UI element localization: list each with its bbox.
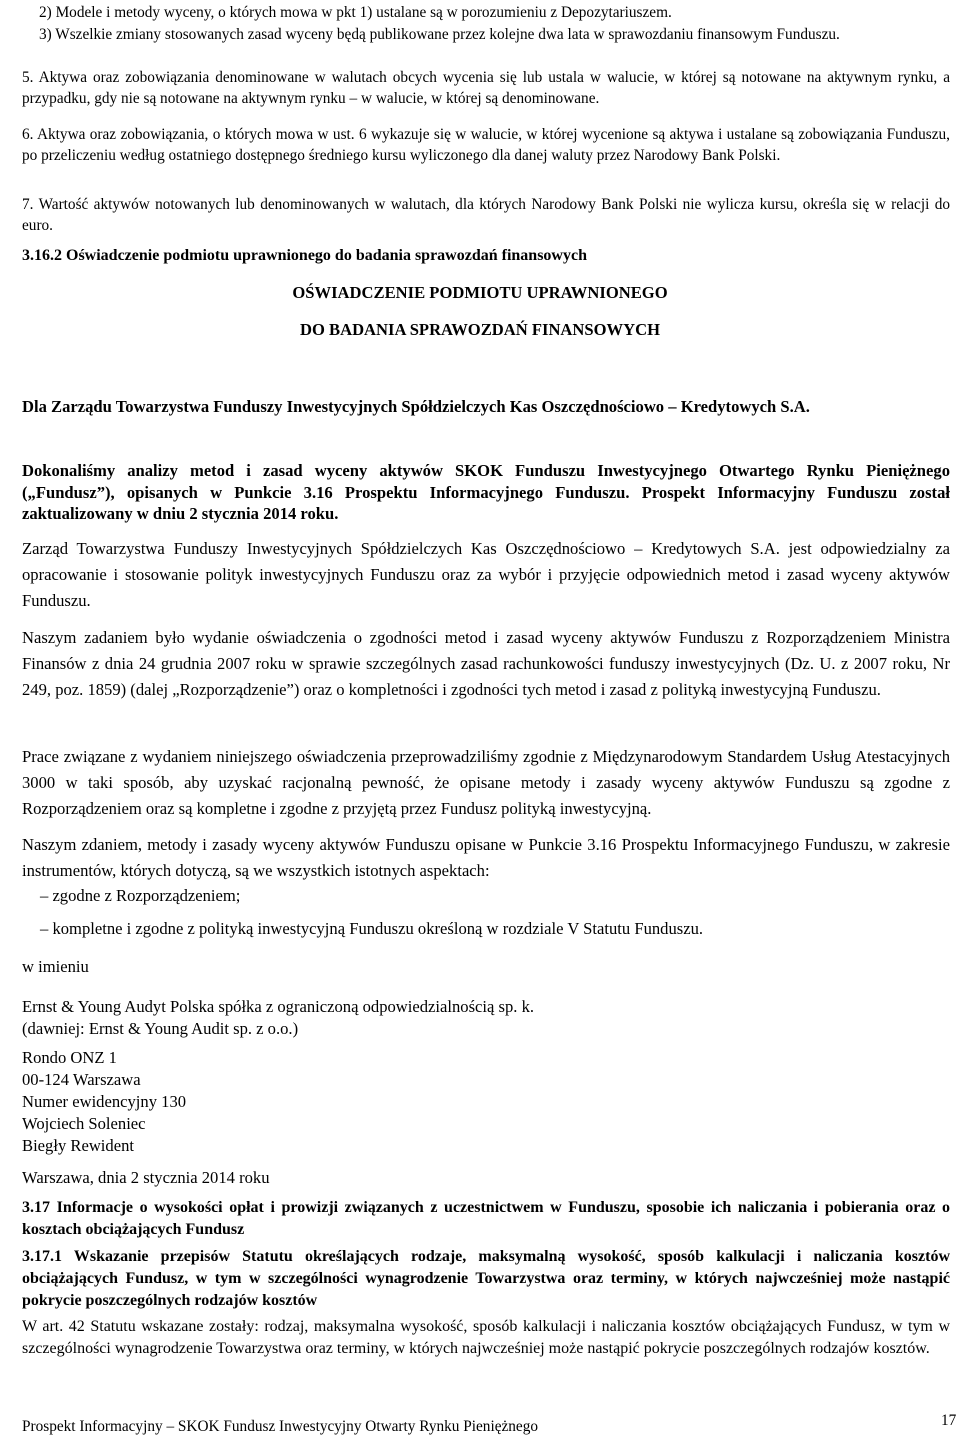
auditor-name: Ernst & Young Audyt Polska spółka z ograniczoną odpowiedzialnością sp. k.: [22, 997, 535, 1016]
bullet-complete: – kompletne i zgodne z polityką inwestycyjną Funduszu określoną w rozdziale V Statutu Funduszu.: [40, 919, 704, 938]
list-item-3: 3) Wszelkie zmiany stosowanych zasad wyceny będą publikowane przez kolejne dwa lata w sprawozdaniu finansowym Funduszu.: [39, 26, 840, 43]
signatory-name: Wojciech Soleniec: [22, 1114, 146, 1133]
point-5: 5. Aktywa oraz zobowiązania denominowane w walutach obcych wycenia się lub ustala w walucie, w której są notowane na aktywnym rynku, a przypadku, gdy nie są notowane na aktywnym rynku – w walucie, w której są denominowane.: [22, 69, 950, 107]
section-heading-3-17: 3.17 Informacje o wysokości opłat i prowizji związanych z uczestnictwem w Funduszu, sposobie ich naliczania i pobierania oraz o kosztach obciążających Fundusz: [22, 1199, 950, 1238]
auditor-address: [22, 1047, 186, 1157]
auditor-block: [22, 996, 534, 1040]
section-heading-3-17-1: 3.17.1 Wskazanie przepisów Statutu określających rodzaje, maksymalną wysokość, sposób kalkulacji i naliczania kosztów obciążających Fundusz, w tym w szczególności wynagrodzenie Towarzystwa oraz terminy, w których najwcześniej może nastąpić pokrycie poszczególnych rodzajów kosztów: [22, 1248, 950, 1309]
address-line-2: 00-124 Warszawa: [22, 1070, 141, 1089]
section-heading-3-16-2: 3.16.2 Oświadczenie podmiotu uprawnionego do badania sprawozdań finansowych: [22, 247, 587, 264]
page-number: 17: [941, 1412, 957, 1429]
statement-para-3: Naszym zadaniem było wydanie oświadczenia o zgodności metod i zasad wyceny aktywów Funduszu z Rozporządzeniem Ministra Finansów z dnia 24 grudnia 2007 roku w sprawie szczególnych zasad rachunkowości funduszy inwestycyjnych (Dz. U. z 2007 roku, Nr 249, poz. 1859) (dalej „Rozporządzenie”) oraz o kompletności i zgodności tych metod i zasad z polityką inwestycyjną Funduszu.: [22, 628, 950, 699]
statement-title-line1: OŚWIADCZENIE PODMIOTU UPRAWNIONEGO: [292, 283, 668, 302]
statement-para-4: Prace związane z wydaniem niniejszego oświadczenia przeprowadziliśmy zgodnie z Międzynarodowym Standardem Usług Atestacyjnych 3000 w taki sposób, aby uzyskać racjonalną pewność, że opisane metody i zasady wyceny aktywów Funduszu są zgodne z Rozporządzeniem oraz są kompletne i zgodne z przyjętą przez Fundusz polityką inwestycyjną.: [22, 747, 950, 818]
statement-title-line2: DO BADANIA SPRAWOZDAŃ FINANSOWYCH: [299, 320, 661, 339]
list-item-2: 2) Modele i metody wyceny, o których mowa w pkt 1) ustalane są w porozumieniu z Depozytariuszem.: [39, 4, 672, 21]
point-6: 6. Aktywa oraz zobowiązania, o których mowa w ust. 6 wykazuje się w walucie, w której wycenione są aktywa i ustalane są zobowiązania Funduszu, po przeliczeniu według ostatniego dostępnego średniego kursu wyliczonego dla danej waluty przez Narodowy Bank Polski.: [22, 126, 950, 164]
section-3-17-1-text: W art. 42 Statutu wskazane zostały: rodzaj, maksymalna wysokość, sposób kalkulacji i naliczania kosztów obciążających Fundusz, w tym w szczególności wynagrodzenie Towarzystwa oraz terminy, w których najwcześniej może nastąpić pokrycie poszczególnych rodzajów kosztów.: [22, 1318, 950, 1357]
statement-para-5: Naszym zdaniem, metody i zasady wyceny aktywów Funduszu opisane w Punkcie 3.16 Prospektu Informacyjnego Funduszu, w zakresie instrumentów, których dotyczą, są we wszystkich istotnych aspektach:: [22, 835, 950, 880]
point-7: 7. Wartość aktywów notowanych lub denominowanych w walutach, dla których Narodowy Bank Polski nie wylicza kursu, określa się w relacji do euro.: [22, 196, 950, 234]
bullet-compliant: – zgodne z Rozporządzeniem;: [40, 886, 241, 905]
on-behalf-label: w imieniu: [22, 957, 89, 976]
statement-addressee: Dla Zarządu Towarzystwa Funduszy Inwestycyjnych Spółdzielczych Kas Oszczędnościowo – Kredytowych S.A.: [22, 397, 810, 416]
statement-para-2: Zarząd Towarzystwa Funduszy Inwestycyjnych Spółdzielczych Kas Oszczędnościowo – Kredytowych S.A. jest odpowiedzialny za opracowanie i stosowanie polityk inwestycyjnych Funduszu oraz za wybór i przyjęcie odpowiednich metod i zasad wyceny aktywów Funduszu.: [22, 539, 950, 610]
place-and-date: Warszawa, dnia 2 stycznia 2014 roku: [22, 1168, 270, 1187]
address-line-1: Rondo ONZ 1: [22, 1048, 117, 1067]
signatory-role: Biegły Rewident: [22, 1136, 134, 1155]
registration-number: Numer ewidencyjny 130: [22, 1092, 187, 1111]
statement-para-1: Dokonaliśmy analizy metod i zasad wyceny aktywów SKOK Funduszu Inwestycyjnego Otwartego Rynku Pieniężnego („Fundusz”), opisanych w Punkcie 3.16 Prospektu Informacyjnego Funduszu. Prospekt Informacyjny Funduszu został zaktualizowany w dniu 2 stycznia 2014 roku.: [22, 461, 950, 523]
footer-text: Prospekt Informacyjny – SKOK Fundusz Inwestycyjny Otwarty Rynku Pieniężnego: [22, 1418, 539, 1435]
auditor-former-name: (dawniej: Ernst & Young Audit sp. z o.o.): [22, 1019, 299, 1038]
